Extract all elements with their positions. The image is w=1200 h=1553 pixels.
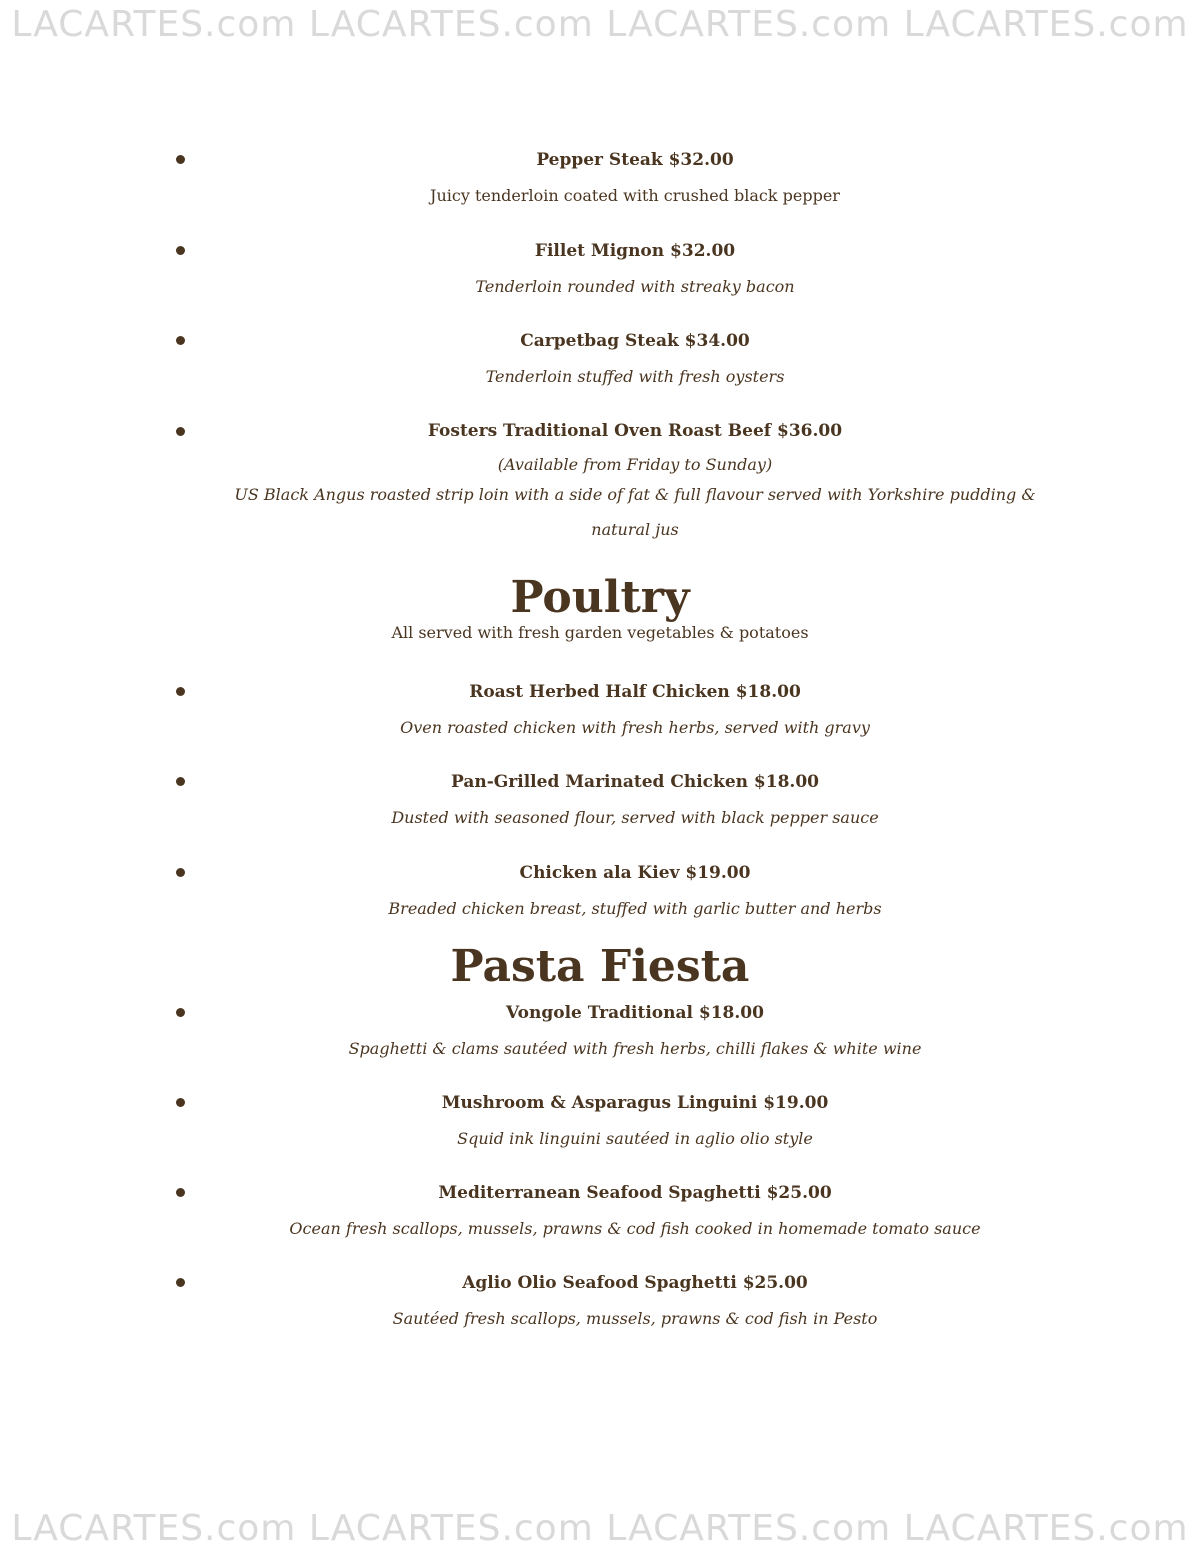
bullet [176,1188,185,1197]
bullet [176,777,185,786]
item-description: Sautéed fresh scallops, mussels, prawns & cod fish in Pesto [392,1309,878,1328]
bullet [176,336,185,345]
item-title: Aglio Olio Seafood Spaghetti $25.00 [462,1273,808,1293]
item-description: Spaghetti & clams sautéed with fresh herbs, chilli flakes & white wine [348,1039,922,1058]
menu-item [210,1093,1060,1150]
bullet [176,1008,185,1017]
watermark-bottom: LACARTES.com LACARTES.com LACARTES.com LACARTES.com [11,1508,1189,1549]
bullet [176,1098,185,1107]
item-description: Tenderloin stuffed with fresh oysters [485,367,785,386]
menu-item [210,682,1060,739]
menu-item [210,1183,1060,1240]
item-description: Ocean fresh scallops, mussels, prawns & cod fish cooked in homemade tomato sauce [289,1219,981,1238]
item-title: Vongole Traditional $18.00 [506,1003,764,1023]
menu-item [210,421,1060,547]
bullet [176,1278,185,1287]
item-description: Tenderloin rounded with streaky bacon [475,277,795,296]
item-title: Pan-Grilled Marinated Chicken $18.00 [451,772,819,792]
menu-item [210,1273,1060,1330]
menu-item [210,772,1060,829]
menu-item [210,331,1060,388]
item-description: Oven roasted chicken with fresh herbs, served with gravy [400,718,870,737]
menu-item [210,241,1060,298]
item-description: US Black Angus roasted strip loin with a side of fat & full flavour served with Yorkshire pudding & natural jus [234,485,1036,539]
item-title: Mediterranean Seafood Spaghetti $25.00 [438,1183,832,1203]
watermark-top: LACARTES.com LACARTES.com LACARTES.com LACARTES.com [11,4,1189,45]
menu-item [210,863,1060,920]
item-title: Fosters Traditional Oven Roast Beef $36.00 [427,421,843,441]
section-heading-poultry: Poultry [510,572,690,623]
item-title: Fillet Mignon $32.00 [534,241,736,261]
item-title: Carpetbag Steak $34.00 [520,331,750,351]
menu-item [210,1003,1060,1060]
bullet [176,155,185,164]
item-title: Chicken ala Kiev $19.00 [519,863,751,883]
item-description: Dusted with seasoned flour, served with black pepper sauce [391,808,879,827]
bullet [176,868,185,877]
bullet [176,427,185,436]
section-heading-pasta: Pasta Fiesta [450,941,750,992]
bullet [176,246,185,255]
bullet [176,687,185,696]
item-title: Pepper Steak $32.00 [536,150,734,170]
item-description: Juicy tenderloin coated with crushed black pepper [430,186,840,205]
item-availability-note: (Available from Friday to Sunday) [497,455,773,474]
item-description: Breaded chicken breast, stuffed with garlic butter and herbs [388,899,882,918]
item-title: Mushroom & Asparagus Linguini $19.00 [441,1093,829,1113]
item-description: Squid ink linguini sautéed in aglio olio style [457,1129,813,1148]
section-subtitle-poultry: All served with fresh garden vegetables & potatoes [391,623,809,642]
menu-item [210,150,1060,207]
item-title: Roast Herbed Half Chicken $18.00 [469,682,801,702]
